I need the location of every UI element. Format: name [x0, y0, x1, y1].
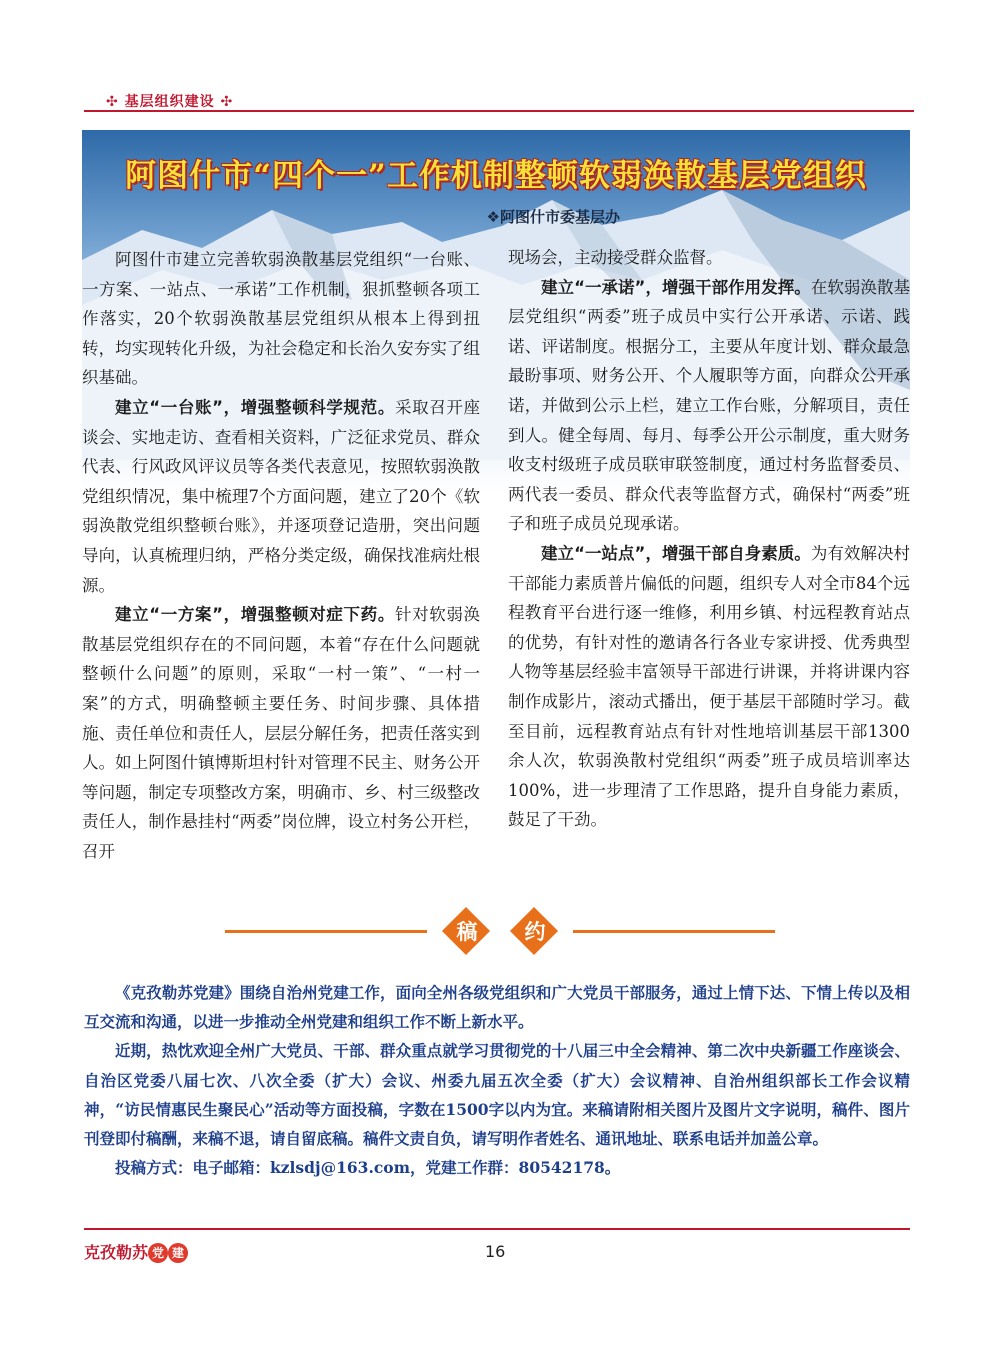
section-3-lead: 建立“一承诺”，增强干部作用发挥。	[541, 277, 811, 297]
notice-heading	[225, 910, 775, 954]
brand-badge-1: 党	[148, 1243, 168, 1263]
section-3-body: 在软弱涣散基层党组织“两委”班子成员中实行公开承诺、示诺、践诺、评诺制度。根据分工，主要从年度计划、群众最急最盼事项、财务公开、个人履职等方面，向群众公开承诺，并做到公示上栏，建立工作台账，分解项目，责任到人。健全每周、每月、每季公开公示制度，重大财务收支村级班子成员联审联签制度，通过村务监督委员、两代表一委员、群众代表等监督方式，确保村“两委”班子和班子成员兑现承诺。	[508, 277, 910, 534]
column-right	[508, 243, 910, 835]
section-4-body: 为有效解决村干部能力素质普片偏低的问题，组织专人对全市84个远程教育平台进行逐一维修，利用乡镇、村远程教育站点的优势，有针对性的邀请各行各业专家讲授、优秀典型人物等基层经验丰富领导干部进行讲课，并将讲课内容制作成影片，滚动式播出，便于基层干部随时学习。截至目前，远程教育站点有针对性地培训基层干部1300余人次，软弱涣散村党组织“两委”班子成员培训率达100%，进一步理清了工作思路，提升自身能力素质，鼓足了干劲。	[508, 543, 910, 830]
notice-diamond-1	[445, 910, 489, 954]
brand-badge-2: 建	[168, 1243, 188, 1263]
section-4-lead: 建立“一站点”，增强干部自身素质。	[541, 543, 811, 563]
intro-paragraph: 阿图什市建立完善软弱涣散基层党组织“一台账、一方案、一站点、一承诺”工作机制，狠抓整顿各项工作落实，20个软弱涣散基层党组织从根本上得到扭转，均实现转化升级，为社会稳定和长治久安夯实了组织基础。	[82, 250, 480, 388]
brand-name: 克孜勒苏	[84, 1243, 149, 1262]
notice-diamond-2	[513, 910, 557, 954]
notice-char-1: 稿	[456, 919, 478, 944]
section-label: ✣ 基层组织建设 ✣	[106, 94, 234, 110]
notice-rule-right	[573, 930, 775, 933]
running-header	[84, 88, 914, 114]
section-4-paragraph	[508, 539, 910, 835]
section-2-lead: 建立“一方案”，增强整顿对症下药。	[115, 605, 395, 625]
notice-paragraph-1: 《克孜勒苏党建》围绕自治州党建工作，面向全州各级党组织和广大党员干部服务，通过上情下达、下情上传以及相互交流和沟通，以进一步推动全州党建和组织工作不断上新水平。	[84, 983, 910, 1032]
header-rule	[84, 110, 914, 112]
page-number: 16	[485, 1242, 506, 1261]
notice-body	[84, 978, 910, 1182]
section-3-paragraph	[508, 273, 910, 539]
article	[82, 130, 910, 890]
magazine-brand	[84, 1240, 188, 1263]
section-1-body: 采取召开座谈会、实地走访、查看相关资料，广泛征求党员、群众代表、行风政风评议员等各类代表意见，按照软弱涣散党组织情况，集中梳理7个方面问题，建立了20个《软弱涣散党组织整顿台账》，并逐项登记造册，突出问题导向，认真梳理归纳，严格分类定级，确保找准病灶根源。	[82, 397, 480, 595]
section-2-body: 针对软弱涣散基层党组织存在的不同问题，本着“存在什么问题就整顿什么问题”的原则，采取“一村一策”、“一村一案”的方式，明确整顿主要任务、时间步骤、具体措施、责任单位和责任人，层层分解任务，把责任落实到人。如上阿图什镇博斯坦村针对管理不民主、财务公开等问题，制定专项整改方案，明确市、乡、村三级整改责任人，制作悬挂村“两委”岗位牌，设立村务公开栏，召开	[82, 605, 480, 861]
section-1-lead: 建立“一台账”，增强整顿科学规范。	[115, 397, 395, 417]
notice-paragraph-2: 近期，热忱欢迎全州广大党员、干部、群众重点就学习贯彻党的十八届三中全会精神、第二次中央新疆工作座谈会、自治区党委八届七次、八次全委（扩大）会议、州委九届五次全委（扩大）会议精神、自治州组织部长工作会议精神，“访民情惠民生聚民心”活动等方面投稿，字数在1500字以内为宜。来稿请附相关图片及图片文字说明，稿件、图片刊登即付稿酬，来稿不退，请自留底稿。稿件文责自负，请写明作者姓名、通讯地址、联系电话并加盖公章。	[84, 1041, 910, 1149]
column-left	[82, 245, 480, 866]
section-2-continued: 现场会，主动接受群众监督。	[508, 248, 723, 267]
section-1-paragraph	[82, 393, 480, 600]
notice-rule-left	[225, 930, 427, 933]
section-2-paragraph	[82, 600, 480, 866]
notice-char-2: 约	[524, 919, 546, 944]
article-title: 阿图什市“四个一”工作机制整顿软弱涣散基层党组织	[125, 158, 867, 194]
notice-contact: 投稿方式：电子邮箱：kzlsdj@163.com，党建工作群：80542178。	[115, 1158, 621, 1178]
footer-rule	[84, 1228, 910, 1230]
article-byline: ❖阿图什市委基层办	[486, 208, 620, 226]
